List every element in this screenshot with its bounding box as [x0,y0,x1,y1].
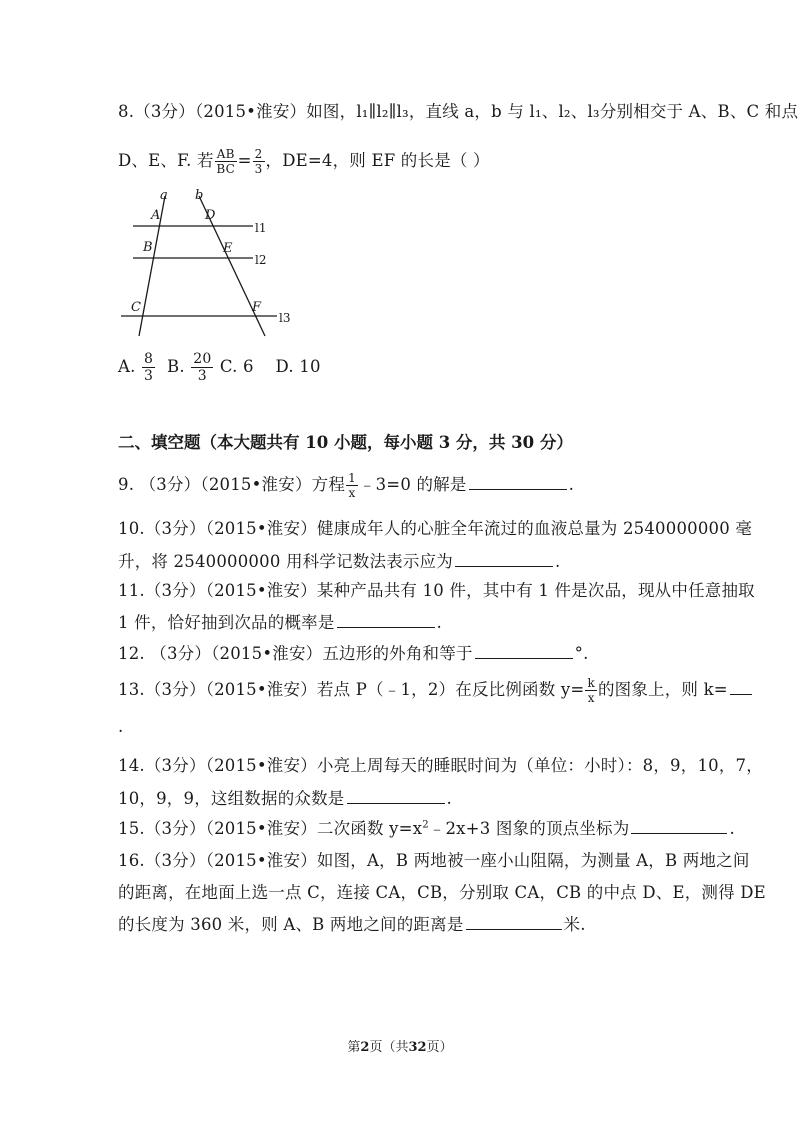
answer-blank[interactable] [337,613,435,628]
q16-line2: 的距离，在地面上选一点 C，连接 CA，CB，分别取 CA，CB 的中点 D、E，测得 DE [118,883,766,902]
option-a: A. $\frac{8}{3}$ [118,351,154,384]
label-F: F [252,300,262,315]
label-A: A [151,208,161,223]
q14-line1: 14.（3分）（2015•淮安）小亮上周每天的睡眠时间为（单位：小时）：8，9，10，7， [118,756,763,775]
label-l3: l3 [279,311,291,325]
q8-line2: D、E、F. 若 $\frac{AB}{BC}$ = $\frac{2}{3}$ ，DE=4，则 EF 的长是（ ） [118,147,490,176]
option-d: D. 10 [275,357,321,376]
answer-blank[interactable] [347,789,445,804]
q8-line1: 8.（3分）（2015•淮安）如图，l₁∥l₂∥l₃，直线 a，b 与 l₁、l₂、l₃分别相交于 A、B、C 和点 [118,102,799,121]
q16-line3: 的长度为 360 米，则 A、B 两地之间的距离是 米. [118,915,586,934]
option-b-fraction: $\frac{20}{3}$ [193,351,212,384]
option-c: C. 6 [219,357,254,376]
q16-line1: 16.（3分）（2015•淮安）如图，A，B 两地被一座小山阻隔，为测量 A，B 两地之间 [118,851,750,870]
q13-fraction: $\frac{k}{x}$ [587,676,595,705]
answer-blank[interactable] [631,819,727,834]
label-B: B [143,240,153,255]
label-D: D [205,208,216,223]
q9-fraction: $\frac{1}{x}$ [348,471,356,500]
q8-options [118,352,321,383]
q10-line1: 10.（3分）（2015•淮安）健康成年人的心脏全年流过的血液总量为 2540000000 毫 [118,519,753,538]
q10-line2: 升，将 2540000000 用科学记数法表示应为 . [118,552,561,571]
ratio-two-thirds: $\frac{2}{3}$ [254,147,263,176]
q9: 9. （3分）（2015•淮安）方程 $\frac{1}{x}$ ﹣3=0 的解是 . [118,471,575,500]
answer-blank[interactable] [466,915,562,930]
answer-blank[interactable] [475,644,573,659]
answer-blank[interactable] [469,475,567,490]
label-E: E [223,241,233,256]
label-l1: l1 [255,221,267,235]
label-b: b [195,188,204,203]
q13-line2: . [118,717,124,736]
answer-blank[interactable] [455,552,553,567]
option-b: B. $\frac{20}{3}$ [167,351,212,384]
q11-line2: 1 件，恰好抽到次品的概率是 . [118,613,442,632]
answer-blank[interactable] [730,680,752,695]
q11-line1: 11.（3分）（2015•淮安）某种产品共有 10 件，其中有 1 件是次品，现从中任意抽取 [118,581,755,600]
ratio-ab-bc: $\frac{AB}{BC}$ [216,147,235,176]
option-a-fraction: $\frac{8}{3}$ [144,351,154,384]
label-l2: l2 [255,253,267,267]
q15: 15.（3分）（2015•淮安）二次函数 $y=x^2﹣2x+3$ 图象的顶点坐标为 . [118,819,735,838]
section-title: 二、填空题（本大题共有 10 小题，每小题 3 分，共 30 分） [118,433,573,452]
label-a: a [160,188,168,203]
q12: 12. （3分）（2015•淮安）五边形的外角和等于 °. [118,644,589,663]
parallel-lines-figure [115,188,300,340]
q14-line2: 10，9，9，这组数据的众数是 . [118,789,452,808]
label-C: C [131,300,141,315]
page-footer: 第2页（共32页） [347,1040,453,1055]
q13: 13.（3分）（2015•淮安）若点 P（﹣1，2）在反比例函数 y= $\frac{k}{x}$ 的图象上，则 k= [118,676,754,704]
